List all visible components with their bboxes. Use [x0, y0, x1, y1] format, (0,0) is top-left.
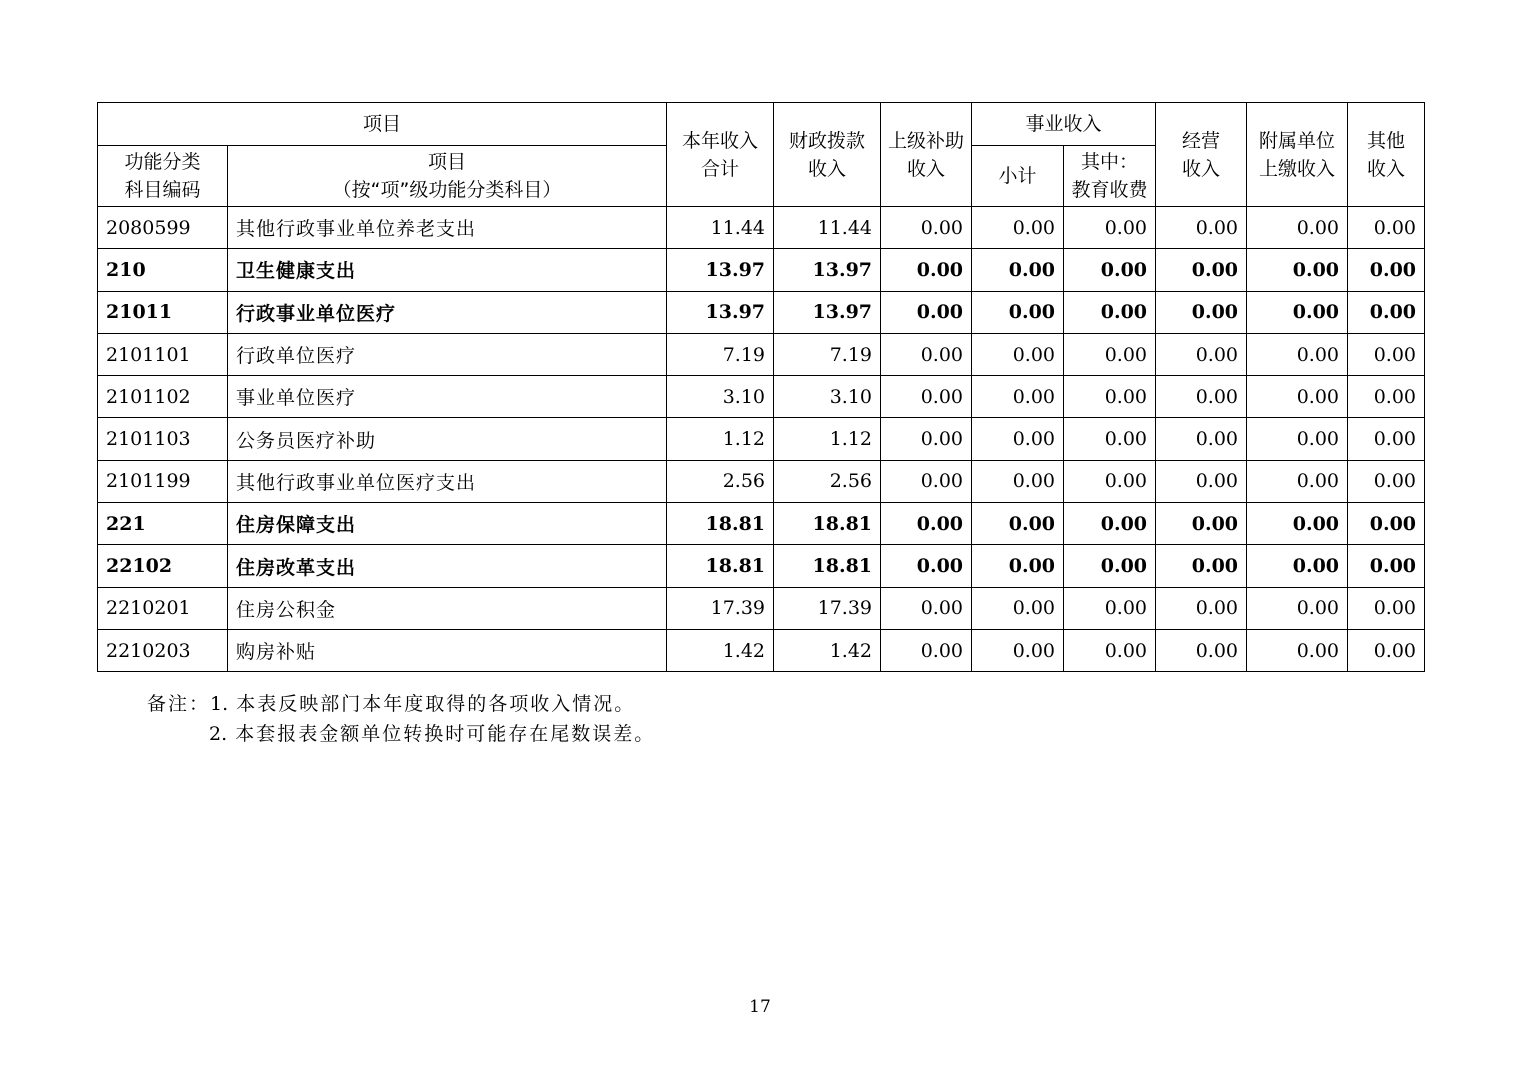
table-row — [98, 460, 1425, 502]
cell-education: 0.00 — [1064, 249, 1156, 291]
cell-code: 2101199 — [98, 460, 228, 502]
header-total: 本年收入 合计 — [667, 103, 774, 207]
cell-other: 0.00 — [1348, 291, 1425, 333]
note-1 — [147, 689, 655, 719]
cell-name: 住房公积金 — [228, 587, 667, 629]
note-1-text: 本表反映部门本年度取得的各项收入情况。 — [236, 693, 636, 715]
note-2-number: 2. — [209, 723, 228, 745]
cell-affiliated: 0.00 — [1247, 249, 1348, 291]
cell-education: 0.00 — [1064, 376, 1156, 418]
cell-total: 18.81 — [667, 503, 774, 545]
cell-operating: 0.00 — [1156, 249, 1247, 291]
table-row — [98, 333, 1425, 375]
cell-operating: 0.00 — [1156, 629, 1247, 671]
header-business-group: 事业收入 — [972, 103, 1156, 146]
cell-operating: 0.00 — [1156, 503, 1247, 545]
cell-name: 卫生健康支出 — [228, 249, 667, 291]
cell-operating: 0.00 — [1156, 418, 1247, 460]
cell-education: 0.00 — [1064, 291, 1156, 333]
cell-name: 住房保障支出 — [228, 503, 667, 545]
cell-superior: 0.00 — [881, 418, 972, 460]
cell-affiliated: 0.00 — [1247, 207, 1348, 249]
cell-other: 0.00 — [1348, 376, 1425, 418]
cell-affiliated: 0.00 — [1247, 629, 1348, 671]
header-affiliated: 附属单位 上缴收入 — [1247, 103, 1348, 207]
cell-affiliated: 0.00 — [1247, 545, 1348, 587]
header-other: 其他 收入 — [1348, 103, 1425, 207]
cell-code: 2101103 — [98, 418, 228, 460]
cell-fiscal: 2.56 — [774, 460, 881, 502]
cell-name: 行政单位医疗 — [228, 333, 667, 375]
cell-name: 购房补贴 — [228, 629, 667, 671]
header-code: 功能分类 科目编码 — [98, 146, 228, 207]
cell-affiliated: 0.00 — [1247, 503, 1348, 545]
cell-fiscal: 3.10 — [774, 376, 881, 418]
cell-operating: 0.00 — [1156, 291, 1247, 333]
cell-education: 0.00 — [1064, 587, 1156, 629]
cell-superior: 0.00 — [881, 249, 972, 291]
cell-operating: 0.00 — [1156, 460, 1247, 502]
table-body — [98, 207, 1425, 672]
cell-affiliated: 0.00 — [1247, 418, 1348, 460]
cell-other: 0.00 — [1348, 503, 1425, 545]
cell-subtotal: 0.00 — [972, 249, 1064, 291]
header-item-group: 项目 — [98, 103, 667, 146]
header-education: 其中： 教育收费 — [1064, 146, 1156, 207]
cell-name: 事业单位医疗 — [228, 376, 667, 418]
cell-affiliated: 0.00 — [1247, 333, 1348, 375]
cell-code: 2080599 — [98, 207, 228, 249]
cell-fiscal: 7.19 — [774, 333, 881, 375]
cell-subtotal: 0.00 — [972, 207, 1064, 249]
cell-name: 行政事业单位医疗 — [228, 291, 667, 333]
cell-affiliated: 0.00 — [1247, 376, 1348, 418]
cell-name: 公务员医疗补助 — [228, 418, 667, 460]
cell-operating: 0.00 — [1156, 376, 1247, 418]
table-row — [98, 545, 1425, 587]
cell-fiscal: 18.81 — [774, 503, 881, 545]
cell-code: 210 — [98, 249, 228, 291]
cell-total: 17.39 — [667, 587, 774, 629]
note-2-text: 本套报表金额单位转换时可能存在尾数误差。 — [235, 723, 656, 745]
cell-affiliated: 0.00 — [1247, 291, 1348, 333]
cell-education: 0.00 — [1064, 333, 1156, 375]
cell-name: 住房改革支出 — [228, 545, 667, 587]
page-number: 17 — [749, 997, 771, 1017]
header-superior: 上级补助 收入 — [881, 103, 972, 207]
cell-fiscal: 11.44 — [774, 207, 881, 249]
cell-other: 0.00 — [1348, 460, 1425, 502]
cell-fiscal: 13.97 — [774, 291, 881, 333]
cell-name: 其他行政事业单位养老支出 — [228, 207, 667, 249]
cell-other: 0.00 — [1348, 629, 1425, 671]
header-subtotal: 小计 — [972, 146, 1064, 207]
cell-superior: 0.00 — [881, 460, 972, 502]
cell-education: 0.00 — [1064, 418, 1156, 460]
cell-superior: 0.00 — [881, 545, 972, 587]
cell-subtotal: 0.00 — [972, 376, 1064, 418]
cell-superior: 0.00 — [881, 503, 972, 545]
note-label: 备注： — [147, 693, 211, 715]
cell-code: 21011 — [98, 291, 228, 333]
cell-operating: 0.00 — [1156, 207, 1247, 249]
cell-subtotal: 0.00 — [972, 291, 1064, 333]
cell-education: 0.00 — [1064, 207, 1156, 249]
cell-education: 0.00 — [1064, 629, 1156, 671]
cell-subtotal: 0.00 — [972, 587, 1064, 629]
table-row — [98, 291, 1425, 333]
cell-operating: 0.00 — [1156, 545, 1247, 587]
cell-subtotal: 0.00 — [972, 333, 1064, 375]
cell-code: 2210203 — [98, 629, 228, 671]
cell-code: 22102 — [98, 545, 228, 587]
cell-education: 0.00 — [1064, 545, 1156, 587]
cell-total: 7.19 — [667, 333, 774, 375]
cell-total: 18.81 — [667, 545, 774, 587]
cell-superior: 0.00 — [881, 207, 972, 249]
header-operating: 经营 收入 — [1156, 103, 1247, 207]
table-row — [98, 418, 1425, 460]
cell-superior: 0.00 — [881, 629, 972, 671]
notes — [147, 689, 655, 749]
cell-code: 2210201 — [98, 587, 228, 629]
cell-other: 0.00 — [1348, 207, 1425, 249]
cell-other: 0.00 — [1348, 418, 1425, 460]
cell-other: 0.00 — [1348, 333, 1425, 375]
cell-other: 0.00 — [1348, 545, 1425, 587]
cell-affiliated: 0.00 — [1247, 460, 1348, 502]
cell-total: 2.56 — [667, 460, 774, 502]
cell-fiscal: 17.39 — [774, 587, 881, 629]
table-row — [98, 376, 1425, 418]
cell-other: 0.00 — [1348, 249, 1425, 291]
header-fiscal: 财政拨款 收入 — [774, 103, 881, 207]
cell-superior: 0.00 — [881, 587, 972, 629]
cell-code: 2101102 — [98, 376, 228, 418]
cell-subtotal: 0.00 — [972, 460, 1064, 502]
cell-code: 2101101 — [98, 333, 228, 375]
cell-total: 13.97 — [667, 291, 774, 333]
cell-total: 11.44 — [667, 207, 774, 249]
cell-total: 1.42 — [667, 629, 774, 671]
cell-total: 1.12 — [667, 418, 774, 460]
cell-subtotal: 0.00 — [972, 629, 1064, 671]
table-row — [98, 249, 1425, 291]
cell-subtotal: 0.00 — [972, 418, 1064, 460]
cell-subtotal: 0.00 — [972, 503, 1064, 545]
cell-fiscal: 1.12 — [774, 418, 881, 460]
cell-superior: 0.00 — [881, 333, 972, 375]
table-row — [98, 587, 1425, 629]
cell-name: 其他行政事业单位医疗支出 — [228, 460, 667, 502]
income-table — [97, 102, 1425, 672]
cell-total: 13.97 — [667, 249, 774, 291]
cell-affiliated: 0.00 — [1247, 587, 1348, 629]
table-row — [98, 503, 1425, 545]
cell-subtotal: 0.00 — [972, 545, 1064, 587]
table-row — [98, 207, 1425, 249]
note-1-number: 1. — [210, 693, 229, 715]
cell-operating: 0.00 — [1156, 587, 1247, 629]
cell-fiscal: 13.97 — [774, 249, 881, 291]
cell-superior: 0.00 — [881, 291, 972, 333]
cell-operating: 0.00 — [1156, 333, 1247, 375]
cell-superior: 0.00 — [881, 376, 972, 418]
cell-education: 0.00 — [1064, 503, 1156, 545]
cell-other: 0.00 — [1348, 587, 1425, 629]
cell-total: 3.10 — [667, 376, 774, 418]
cell-code: 221 — [98, 503, 228, 545]
note-2 — [147, 719, 655, 749]
cell-fiscal: 1.42 — [774, 629, 881, 671]
table-row — [98, 629, 1425, 671]
cell-fiscal: 18.81 — [774, 545, 881, 587]
header-name: 项目 （按“项”级功能分类科目） — [228, 146, 667, 207]
cell-education: 0.00 — [1064, 460, 1156, 502]
